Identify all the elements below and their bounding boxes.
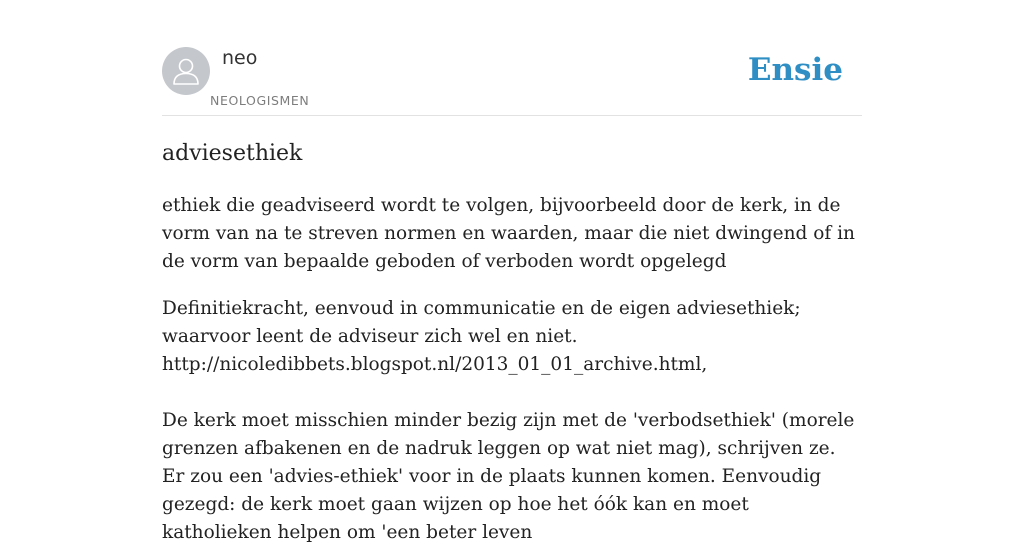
entry-definition: ethiek die geadviseerd wordt te volgen, bijvoorbeeld door de kerk, in de vorm van na te streven normen en waarden, maar die niet dwingend of in de vorm van bepaalde geboden of verboden wordt opgelegd bbox=[162, 195, 855, 272]
example-source-url: http://nicoledibbets.blogspot.nl/2013_01_01_archive.html, bbox=[162, 354, 708, 375]
example-text: Definitiekracht, eenvoud in communicatie en de eigen adviesethiek; waarvoor leent de adviseur zich wel en niet. bbox=[162, 298, 801, 347]
category-link[interactable]: NEOLOGISMEN bbox=[210, 93, 310, 108]
username-link[interactable]: neo bbox=[222, 47, 258, 69]
brand-logo[interactable]: Ensie bbox=[747, 52, 843, 88]
avatar[interactable] bbox=[162, 47, 210, 95]
entry-examples bbox=[162, 295, 862, 547]
example-text-2: De kerk moet misschien minder bezig zijn met de 'verbodsethiek' (morele grenzen afbakenen en de nadruk leggen op wat niet mag), schrijven ze. Er zou een 'advies-ethiek' voor in de plaats kunnen komen. Eenvoudig gezegd: de kerk moet gaan wijzen op hoe het óók kan en moet katholieken helpen om 'een beter leven bbox=[162, 410, 855, 543]
entry-header bbox=[162, 0, 862, 116]
user-silhouette-icon bbox=[162, 47, 210, 95]
entry-page bbox=[162, 0, 862, 543]
paragraph-gap bbox=[162, 379, 862, 407]
entry-title: adviesethiek bbox=[162, 141, 303, 166]
